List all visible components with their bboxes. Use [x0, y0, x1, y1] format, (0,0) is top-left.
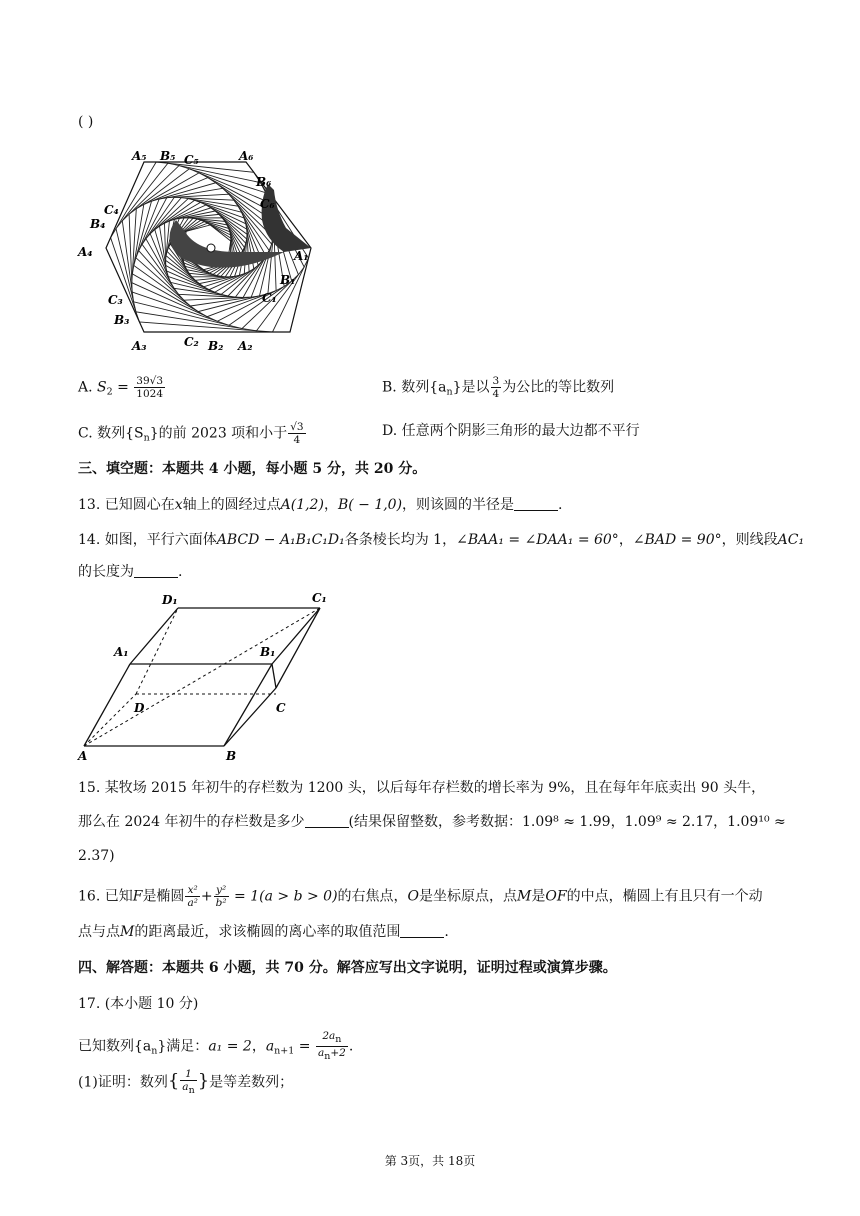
label-A3: A₃ [132, 339, 147, 353]
question-15-line-3: 2.37) [78, 848, 115, 864]
question-13: 13. 已知圆心在x轴上的圆经过点A(1,2)，B( − 1,0)，则该圆的半径是 . [78, 497, 563, 513]
label-C: C [276, 701, 286, 715]
option-a: A. $S_2$ = $\frac{39√3}{1024}$ [78, 375, 164, 400]
question-17-given: 已知数列$\{a_n\}$满足：a₁ = 2，$a_{n+1}$ = $\frac{2an}{an+2}$ . [78, 1030, 354, 1062]
spiral-hexagon-figure [76, 140, 316, 362]
answer-blank[interactable] [400, 923, 444, 938]
section-4-heading: 四、解答题：本题共 6 小题，共 70 分。解答应写出文字说明，证明过程或演算步骤。 [78, 960, 617, 976]
label-C1: C₁ [312, 591, 327, 605]
label-A2: A₂ [238, 339, 253, 353]
answer-blank[interactable] [305, 813, 349, 828]
label-D1: D₁ [162, 593, 178, 607]
question-15-line-1: 15. 某牧场 2015 年初牛的存栏数为 1200 头，以后每年存栏数的增长率为 9%，且在每年年底卖出 90 头牛， [78, 780, 766, 796]
label-A1: A₁ [114, 645, 129, 659]
label-B4: B₄ [90, 217, 106, 231]
page-footer: 第 3页，共 18页 [384, 1154, 476, 1168]
question-16-line-2: 点与点M的距离最近，求该椭圆的离心率的取值范围 . [78, 924, 449, 940]
parallelepiped-figure [76, 586, 346, 766]
label-A4: A₄ [78, 245, 93, 259]
label-B6: B₆ [256, 175, 272, 189]
question-17-header: 17. (本小题 10 分) [78, 996, 199, 1012]
label-B3: B₃ [114, 313, 130, 327]
option-c: C. 数列$\{S_n\}$的前 2023 项和小于 $\frac{√3}{4}$ [78, 421, 304, 446]
label-B1: B₁ [280, 273, 296, 287]
label-B: B [226, 749, 237, 763]
label-B5: B₅ [160, 149, 176, 163]
label-A6: A₆ [239, 149, 254, 163]
label-B2: B₂ [208, 339, 224, 353]
question-16-line-1: 16. 已知F是椭圆 $\frac{\text{x²}}{\text{a²}}$ + $\frac{\text{y²}}{\text{b²}}$ = 1(a > b > 0)的右焦点，O是坐标原点，点M是OF的中点，椭圆上有且只有一个动 [78, 884, 763, 909]
label-C3: C₃ [108, 293, 123, 307]
option-b: B. 数列$\{a_n\}$是以 $\frac{3}{4}$ 为公比的等比数列 [382, 375, 615, 400]
question-17-part-1: (1)证明：数列{ $\frac{1}{an}$ }是等差数列； [78, 1068, 294, 1096]
question-14-line-2: 的长度为 . [78, 564, 183, 580]
label-A: A [78, 749, 88, 763]
question-15-line-2: 那么在 2024 年初牛的存栏数是多少 (结果保留整数，参考数据：1.09⁸ ≈ 1.99，1.09⁹ ≈ 2.17，1.09¹⁰ ≈ [78, 814, 786, 830]
label-C2: C₂ [184, 335, 199, 349]
answer-blank[interactable] [134, 563, 178, 578]
label-C4: C₄ [104, 203, 119, 217]
label-A1: A₁ [294, 249, 309, 263]
label-B1: B₁ [260, 645, 276, 659]
answer-paren: ( ) [78, 114, 94, 130]
label-C1: C₁ [262, 291, 277, 305]
section-3-heading: 三、填空题：本题共 4 小题，每小题 5 分，共 20 分。 [78, 461, 427, 477]
label-C5: C₅ [184, 153, 199, 167]
question-14-line-1: 14. 如图，平行六面体ABCD − A₁B₁C₁D₁各条棱长均为 1，∠BAA₁ = ∠DAA₁ = 60°，∠BAD = 90°，则线段AC₁ [78, 532, 805, 548]
answer-blank[interactable] [514, 496, 558, 511]
label-A5: A₅ [132, 149, 147, 163]
option-d: D. 任意两个阴影三角形的最大边都不平行 [382, 423, 640, 439]
label-D: D [134, 701, 145, 715]
label-C6: C₆ [260, 197, 275, 211]
